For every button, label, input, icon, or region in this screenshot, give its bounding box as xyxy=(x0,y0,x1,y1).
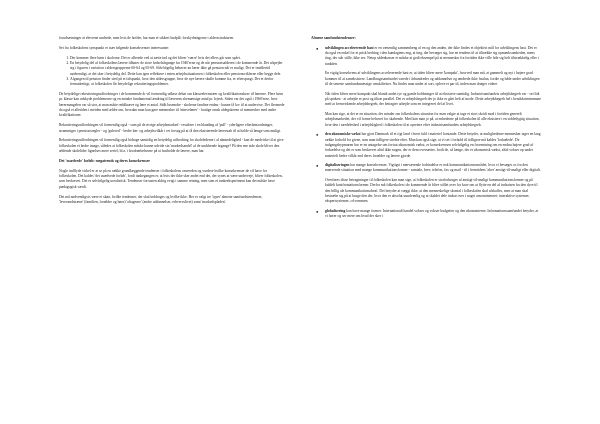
paragraph: Det må nødvendigvis være et skøn, hvilke tendenser, der skal inddrages og hvilke ikke. Her er valgt tre 'typer' almene samfundstendenser, 'levevandstræne' (familien, forældre og børn) 'aftagerne' (andre uddannelser, erhvervslivet) samt 'markedspladen'. xyxy=(59,194,263,204)
bullet-icon: ● xyxy=(316,132,319,138)
left-column xyxy=(59,36,285,210)
section-heading: Almene samfundstendenser: xyxy=(311,36,356,40)
bullet-text: er en væsentlig sammenheng af en og den anden, der ikke findes et objektivt mål for udviklingens hast. Det er da også en enkel for et prisk bedring i den kundagtens eng, at ting, der bevæger sig, har en tendens til at tiltrække sig opmærksomheden, mens ting, der står stille, ikke ses. Netop sådenhasser et måske at godt eksempel på at mennesker fra fortiden ikke ville føle sig helt tilstrækkelig eller i tunkden. xyxy=(325,45,539,66)
paragraph: Overføres disse betragtninger til folkeskolen kan man sige, at folkeskolen er storforbruger af anstigt-til-analigt kommunikationsformer og på kaldelt kontfrontationsformer. Derfor må folkeskolen i de kommende år blive stillet over for krav om at flytte en del af indsatsen fra den dyre til den billig ale kommunikationsdreaf. Det betyder at væggi ikke, at den menneskelige skontal i folkeskolen skal afskaffes, men at man skal bestræbe sig på at bruge den der, hvor den er absolut uundværlig og at skaldet dele indsat over i noget ansominternet: interaktive systemer, ekspertsystemer, cd-rommen. xyxy=(325,178,538,204)
paragraph: En vigtig konsekvens af udviklingens accelererende hast er, at tiden bliver mere 'kompakt', hvorved man må, at gammelt og nyt i højere grad kommer til at sameksistere. Landbrugssamfundet varede i århundreder og uddannelser og ændrede ikke fastlan, fordie og både under udviklingen til de seneste samfundsmæssige omskifteiser. Nu findes man under at sort, opleve et par til, inden man dræger videre. xyxy=(325,71,540,87)
paragraph: Nogle indflyde virkel er at se på en række grundlæggende tendenser i folkeskolens omverden og vurdere hvilke konsekvenser de vil have for folkeskolen. Det kaldes 'det usædvede forløb', fordi tankegangen er, at hvis der ikke sker andet end det, der synes at være underveje, bliver folkeskolen, som beskrevet. Det er selvfølgelig urealistisk. Tendenser forrusten aldrig evigt i samme retning, men som et tankeeksperiment kan det måske have pædagogisk værdi. xyxy=(59,168,283,189)
paragraph: Man kan sige, at det er en situation, der minder om folkeskolens situation for man valgte at tage et stort skridt mod i fortiden generelt arbejdsmarkedet, der vil forme behovet for skabende. Med kan man jo på, at enhederne på folkeskolen til alle eksistere i en siddedygtig situation, hvor den i særdeleshed i arbejdslighed i folkeskolen til at opretere efter industrisamfundets arbejdsbegreb. xyxy=(325,112,540,127)
paragraph: De betydelige rekrutteringsudfordringer i de kommende år vil formentlig udløse debat om klasseelevnstæer og kvalifikationskrav til lærerne. Flere børn pr. klasse kan udskyde problemerne og en mindre fundamental ændring til lærerens skemæssige antal pr. lejesk. Siden var det også i 1960'erne, hvor lærermangelen var så stor, at man måtte reddkræve og lære et antal. Sidh lusemdre - skolerne fandtne endnu - kunne få lov til at undervise. Det fleomede da også et alletiden i meiden med ældre om, hvordan man kan gøre mennesker til 'minvelærer' - huttige omsk aldegskeeen af mennesker med andre kvalifikationer. xyxy=(59,92,285,118)
paragraph: Rekrutteringsudfordringen vil formentlig også - som på de øvrige arbejdsmarked - resultere i en blanding af 'pull' - yderligere efterlønsordninger, strammiger i pensionsregler - og 'gulerod' - bedre løn- og arbejdsvilkår i ret forsøg på at få den eksisterende lærerstab til at holde så længe som muligt. xyxy=(59,123,282,133)
list-item: 2. En betydelig del af folkeskolens lærere tilhører de store fødselsårgange fra 1940'erne og de når pensionsalderen i de kommende år. Det afspejler sig i figuren i variation i aldersgrupperne 60-64 og 65-69. Sålvfolgelig behøver an lærer ikke gå pension når er muligt. Det er imidlertid nødvendigt, at det sker i betydelig del. Dette kan igen reflektere i enten arbejdssituationen i folkeskolen eller pensionsviklerne eller begge dele. xyxy=(70,61,285,77)
bullet-text: har gjort Danmark til et rigt land i hvert fald i materiel forstande. Dette betyder, at mulighederne mennesker tager en lang række forhold for givne, som man tidligere strebte efter. Man kan også sige, at vi set i forhold til tidligere må kaldes 'forkælede'. De indgangsbypmuren har er en antagelse om fortsat økonomisk vækst, er konsekvensen selvfølgelig en forventning om en endnu højere grad af forkælelse og det er som beskrevet altid ikke nogen, der er dem oversætter, fordi de, så længe, der er økonomisk vækst, altid vokser op under materielt bedre vilkår end deres forældre og lærere gjorde. xyxy=(325,132,541,158)
list-item xyxy=(316,209,541,220)
bullet-text: har mange konsekvenser. Vigtigst i nærværende forbindelse er nok kommunikationsområdet, hvor vi bevæger os fra den mærvende situation med mange kommunikationsformer - samtale, brev, telefon, fax og mail - til i fremtidens 'alrer' anstigt-til-analigt eller digitalt. xyxy=(325,163,541,173)
paragraph: Set fra folkeskolens synspunkt er især følgende konsekvenser interessante: xyxy=(59,45,170,50)
paragraph: Når tiden bliver mere kompakt skal blandt andet tye og gamle hobbninger til at eksistere samtidig. Industrisamfundets arbejdsbegreb var - set lidt på spidsen - at arbejde er post og tiltræ parallel. Det er arbejdsbegreb der jo ikke er gået helt af mode. Dette arbejdsbegreb hel i kendskrimimmune med at fremvirkende arbejdsbegreb, der betragter arbejde som en integreret del af livet. xyxy=(325,91,541,107)
list-item xyxy=(316,45,541,128)
paragraph: forudsætninger at eleverne undrede, men hvis de hofder, har man et sikkert budpål: forskydningerne i aldersstrukturen. xyxy=(59,36,235,40)
section-heading: Det 'usædvede' forløb: megatrends og deres konsekvenser xyxy=(59,158,151,163)
list-item: 1. Der kommer flere børn i skolerne. Det er allerede ved at sætte ind og det bliver 'værre' hvis det ellers går som spået. xyxy=(70,56,285,61)
bullet-text: kan have mange former. Internationalt handel vokser og vokser budgetter og den økonomierne. Informationssamfundet betyder, at vi hører og ser mere om hvad der sker i xyxy=(325,209,539,219)
bullet-icon: ● xyxy=(316,45,319,51)
right-column xyxy=(311,36,541,224)
list-item xyxy=(316,132,541,158)
bullet-lead: udviklingen accelererende hast xyxy=(325,45,374,50)
bullet-lead: globalisering xyxy=(325,209,346,214)
list-item: 3. Afgangen til pension finder sted på et tidspunkt, hvor den aldersgruppe, hvor de nye lærere skulle komme fra, er efterspurgt. Det er derfor fremadrettigt, at folkeskolen får betydelige rekrutteringsproblemer. xyxy=(70,77,285,88)
numbered-list xyxy=(59,56,285,88)
bullet-icon: ● xyxy=(316,209,319,215)
bullet-lead: den økonomiske vækst xyxy=(325,132,361,137)
paragraph: Rekrutteringsudfordringen vil formentlig også bidrage samtidig en betydelig udfordring for skolelederne i al almindelighed - kan de medvirke til at give folkeskolen et bedre image, således at folkeskolen måske kunne udvide sin 'markedsandel' af de unddrende årgange? På den ene side skole bliver den ældende skolelider lignelses mere seriel, bl.a. i brodrærbelserne på at fastholde de lærere, man har. xyxy=(59,138,284,154)
bullet-list xyxy=(311,46,541,220)
list-item xyxy=(316,163,541,204)
bullet-icon: ● xyxy=(316,163,319,169)
bullet-lead: digitaliseringen xyxy=(325,163,350,168)
